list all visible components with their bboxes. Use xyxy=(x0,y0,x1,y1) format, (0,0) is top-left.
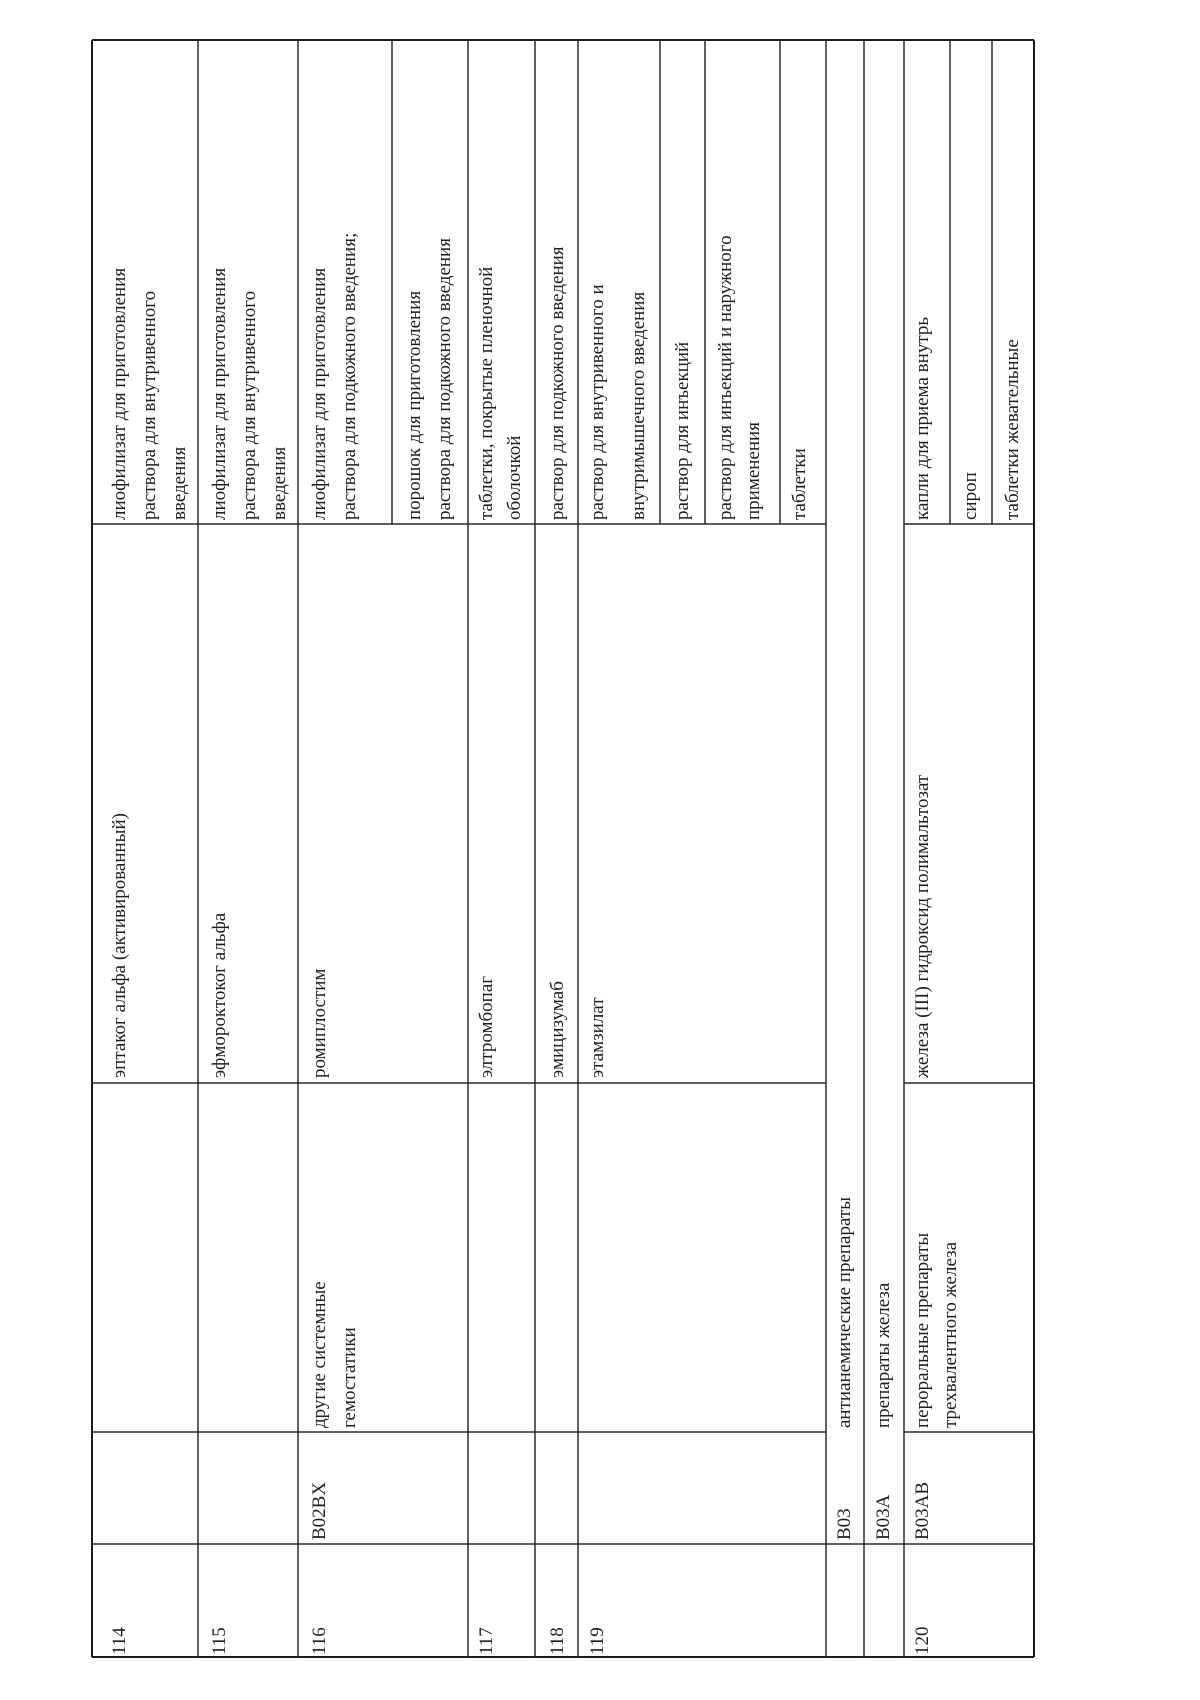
form-line: внутримышечного введения xyxy=(628,291,649,520)
form-line: применения xyxy=(743,422,764,520)
atc-group: трехвалентного железа xyxy=(940,1241,961,1428)
form-line: таблетки, покрытые пленочной xyxy=(476,266,497,520)
form-line: порошок для приготовления xyxy=(404,290,425,520)
atc-code: B03A xyxy=(873,1494,894,1540)
row-number: 114 xyxy=(109,1627,130,1655)
drug-name: ромиплостим xyxy=(309,968,330,1078)
atc-group: другие системные xyxy=(309,1281,330,1428)
drug-name: эфмороктоког альфа xyxy=(209,912,230,1078)
table-row-115 xyxy=(209,268,290,1655)
form-line: лиофилизат для приготовления xyxy=(209,267,230,520)
table-row-120 xyxy=(912,317,1023,1655)
form-line: раствор для подкожного введения xyxy=(547,246,568,520)
form-line: сироп xyxy=(960,472,981,520)
table-row-119 xyxy=(587,235,810,1655)
drug-name: элтромбопаг xyxy=(476,975,497,1078)
row-number: 115 xyxy=(209,1627,230,1655)
form-line: раствор для инъекций и наружного xyxy=(715,235,736,520)
row-number: 119 xyxy=(587,1627,608,1655)
form-line: раствора для подкожного введения xyxy=(434,238,455,520)
drug-name: этамзилат xyxy=(587,997,608,1078)
form-line: капли для приема внутрь xyxy=(912,316,933,520)
drug-name: железа (III) гидроксид полимальтозат xyxy=(912,774,933,1078)
form-line: раствора для подкожного введения; xyxy=(339,232,360,520)
form-line: раствора для внутривенного xyxy=(239,290,260,520)
form-line: введения xyxy=(269,446,290,520)
atc-group: гемостатики xyxy=(339,1327,360,1428)
table-row-117 xyxy=(476,267,525,1655)
form-line: введения xyxy=(169,446,190,520)
form-line: лиофилизат для приготовления xyxy=(109,267,130,520)
atc-code: B02BX xyxy=(309,1481,330,1540)
form-line: таблетки жевательные xyxy=(1002,339,1023,520)
form-line: раствор для внутривенного и xyxy=(587,284,608,520)
drug-name: эптаког альфа (активированный) xyxy=(109,813,130,1078)
table-row-114 xyxy=(109,268,190,1655)
form-line: раствор для инъекций xyxy=(672,341,693,520)
atc-code: B03 xyxy=(834,1508,855,1540)
atc-code: B03AB xyxy=(912,1481,933,1540)
table-row-116 xyxy=(309,233,455,1655)
form-line: оболочкой xyxy=(504,435,525,520)
atc-group: препараты железа xyxy=(873,1282,894,1428)
form-line: таблетки xyxy=(789,448,810,520)
form-line: лиофилизат для приготовления xyxy=(309,267,330,520)
drug-name: эмицизумаб xyxy=(547,981,568,1078)
form-line: раствора для внутривенного xyxy=(139,290,160,520)
table-row-b03a xyxy=(873,1282,894,1540)
row-number: 118 xyxy=(547,1627,568,1655)
table-row-118 xyxy=(547,246,568,1655)
atc-group: пероральные препараты xyxy=(912,1232,933,1428)
table-row-b03 xyxy=(834,1197,855,1540)
atc-group: антианемические препараты xyxy=(834,1197,855,1428)
row-number: 117 xyxy=(476,1627,497,1655)
row-number: 120 xyxy=(912,1626,933,1655)
row-number: 116 xyxy=(309,1627,330,1655)
